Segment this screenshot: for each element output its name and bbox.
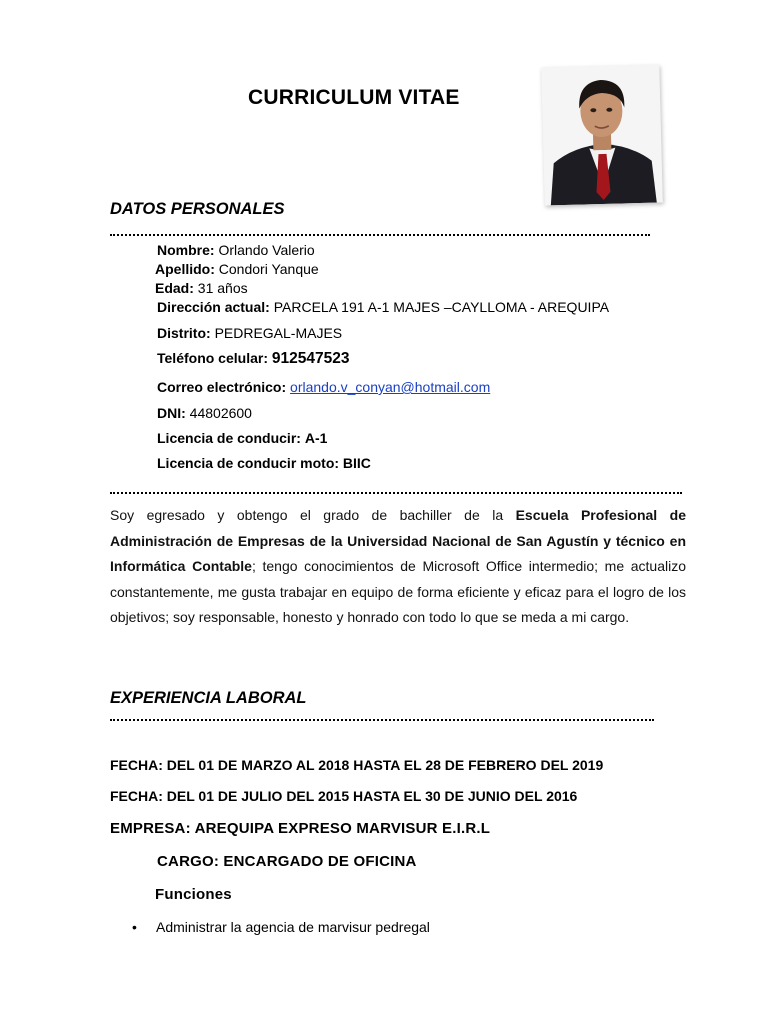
fecha-1: FECHA: DEL 01 DE MARZO AL 2018 HASTA EL 28 DE FEBRERO DEL 2019 [110, 757, 604, 773]
field-edad: Edad: 31 años [155, 280, 248, 296]
profile-photo [541, 64, 663, 205]
person-photo-icon [541, 64, 663, 205]
field-nombre: Nombre: Orlando Valerio [157, 242, 315, 258]
page-title: CURRICULUM VITAE [248, 86, 460, 109]
divider-dotted [110, 713, 654, 721]
bullet-icon: • [132, 919, 137, 935]
field-correo: Correo electrónico: orlando.v_conyan@hotmail.com [157, 379, 491, 395]
email-link[interactable]: orlando.v_conyan@hotmail.com [290, 379, 491, 395]
cargo: CARGO: ENCARGADO DE OFICINA [157, 853, 417, 870]
summary-paragraph: Soy egresado y obtengo el grado de bachiller de la Escuela Profesional de Administración de Empresas de la Universidad Nacional de San Agustín y técnico en Informática Contable; tengo conocimientos de Microsoft Office intermedio; me actualizo constantemente, me gusta trabajar en equipo de forma eficiente y eficaz para el logro de los objetivos; soy responsable, honesto y honrado con todo lo que se meda a mi cargo. [110, 507, 686, 625]
field-telefono: Teléfono celular: 912547523 [157, 350, 350, 367]
field-licencia-moto: Licencia de conducir moto: BIIC [157, 455, 371, 471]
empresa: EMPRESA: AREQUIPA EXPRESO MARVISUR E.I.R.L [110, 820, 491, 837]
field-licencia: Licencia de conducir: A-1 [157, 430, 328, 446]
divider-dotted [110, 228, 650, 236]
fecha-2: FECHA: DEL 01 DE JULIO DEL 2015 HASTA EL 30 DE JUNIO DEL 2016 [110, 788, 578, 804]
divider-dotted [110, 486, 682, 494]
field-dni: DNI: 44802600 [157, 405, 252, 421]
section-experiencia-laboral: EXPERIENCIA LABORAL [110, 689, 307, 707]
section-datos-personales: DATOS PERSONALES [110, 200, 285, 218]
list-item: • Administrar la agencia de marvisur pedregal [132, 919, 430, 935]
field-direccion: Dirección actual: PARCELA 191 A-1 MAJES –CAYLLOMA - AREQUIPA [157, 299, 610, 315]
field-distrito: Distrito: PEDREGAL-MAJES [157, 325, 343, 341]
funciones-label: Funciones [155, 886, 232, 903]
field-apellido: Apellido: Condori Yanque [155, 261, 319, 277]
